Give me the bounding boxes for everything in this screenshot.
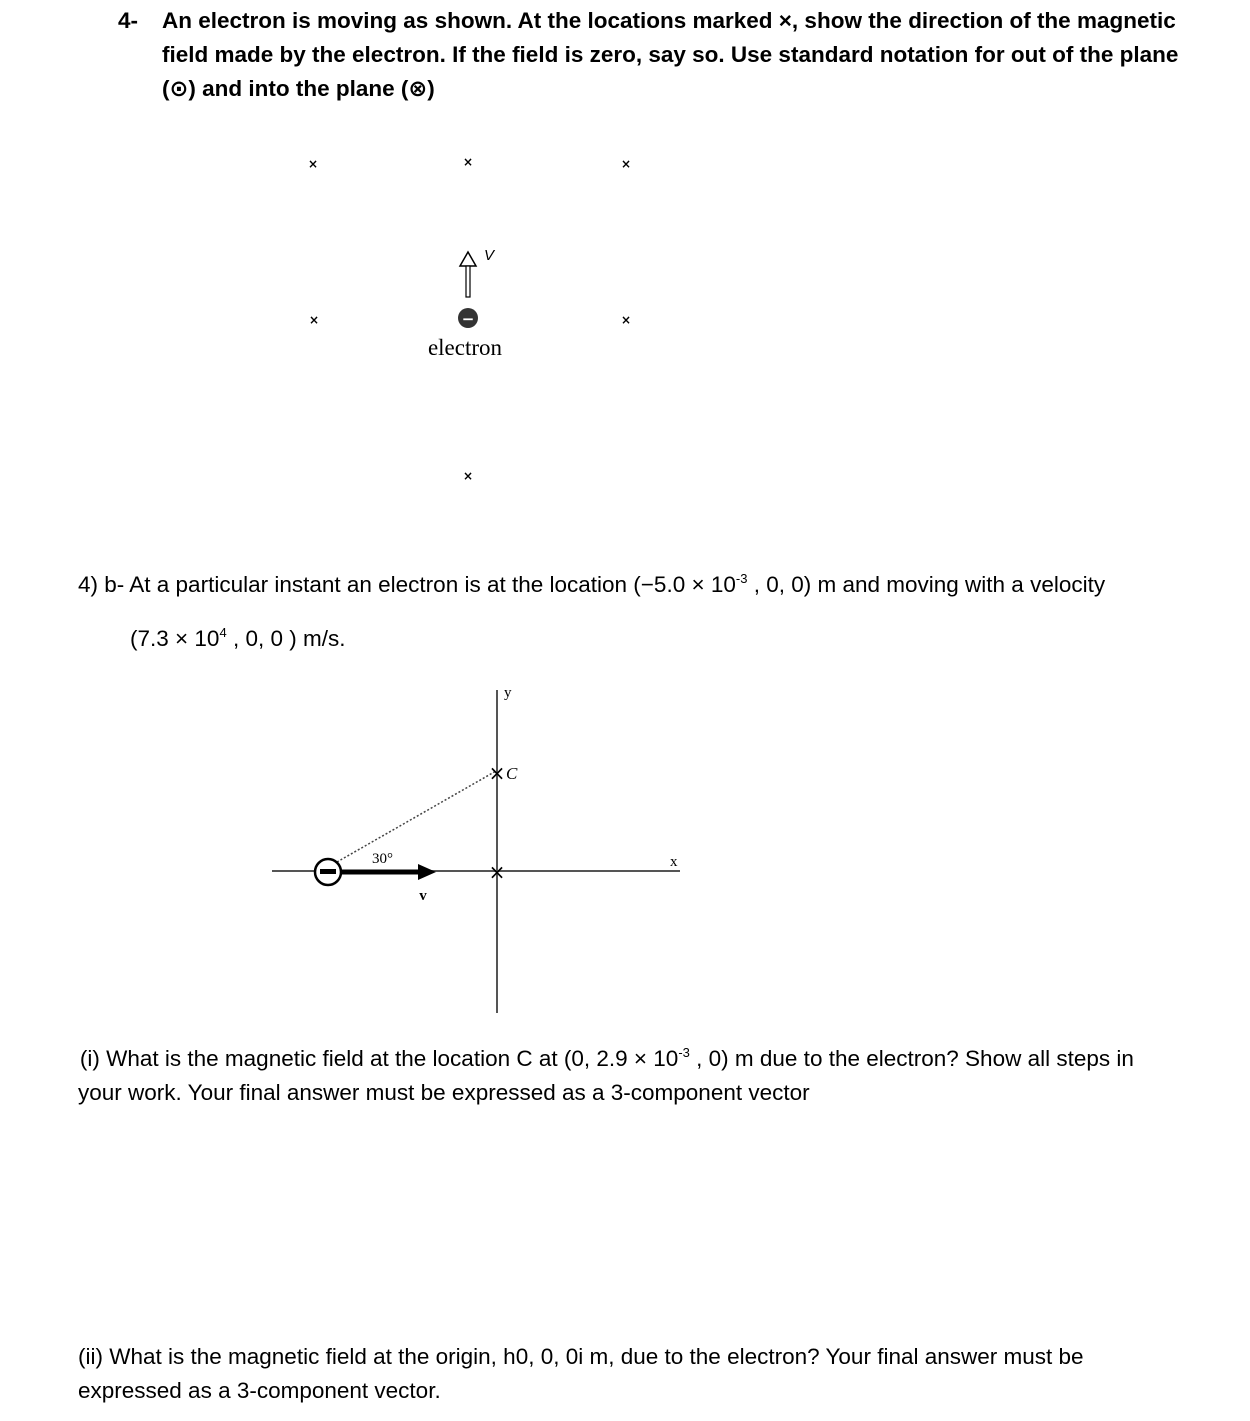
question-4-line-3: (⊙) and into the plane (⊗) (162, 72, 1192, 106)
marker-top-right[interactable]: × (620, 157, 632, 171)
out-of-plane-symbol: ⊙ (169, 76, 189, 101)
part-i-line-2: your work. Your final answer must be expressed as a 3-component vector (78, 1080, 810, 1105)
marker-middle-left[interactable]: × (308, 313, 320, 327)
x-axis-label: x (670, 854, 678, 870)
marker-bottom-center[interactable]: × (462, 469, 474, 483)
part-i-line-1: (i) What is the magnetic field at the location C at (0, $2.9 \times 10^{-3}$ , 0) m due to the electron? Show all steps in (79, 1045, 1134, 1071)
part-ii-line-1: (ii) What is the magnetic field at the origin, h0, 0, 0i m, due to the electron? Your final answer must be (78, 1344, 1084, 1369)
question-4b-line-1: 4) b- At a particular instant an electron is at the location ($-5.0 \times 10^{-3}$ , 0, 0) m and moving with a velocity (78, 571, 1106, 597)
marker-top-left[interactable]: × (307, 157, 319, 171)
electron-label: electron (427, 335, 503, 360)
question-4-line-2: field made by the electron. If the field is zero, say so. Use standard notation for out of the plane (162, 42, 1179, 67)
question-4b-line-2: ($7.3 \times 10^4$ , 0, 0 ) m/s. (130, 625, 346, 651)
charge-sign: − (461, 310, 475, 328)
point-c-label: C (506, 764, 518, 783)
question-4-line-1: An electron is moving as shown. At the locations marked ×, show the direction of the magnetic (162, 8, 1176, 33)
line-to-c (337, 771, 496, 862)
marker-top-center[interactable]: × (462, 155, 474, 169)
electron-charge (315, 859, 341, 885)
angle-label: 30° (372, 851, 393, 867)
part-ii-question (78, 1340, 1208, 1408)
point-c-marker[interactable]: × (488, 761, 506, 785)
part-ii-line-2: expressed as a 3-component vector. (78, 1378, 441, 1403)
into-plane-symbol: ⊗ (408, 76, 428, 101)
y-axis-label: y (504, 685, 512, 701)
velocity-label-v: v (419, 888, 427, 904)
origin-marker[interactable]: × (488, 860, 506, 884)
velocity-label: V (484, 247, 495, 264)
question-number: 4- (118, 8, 139, 33)
marker-middle-right[interactable]: × (620, 313, 632, 327)
part-i-question (78, 1042, 1208, 1110)
